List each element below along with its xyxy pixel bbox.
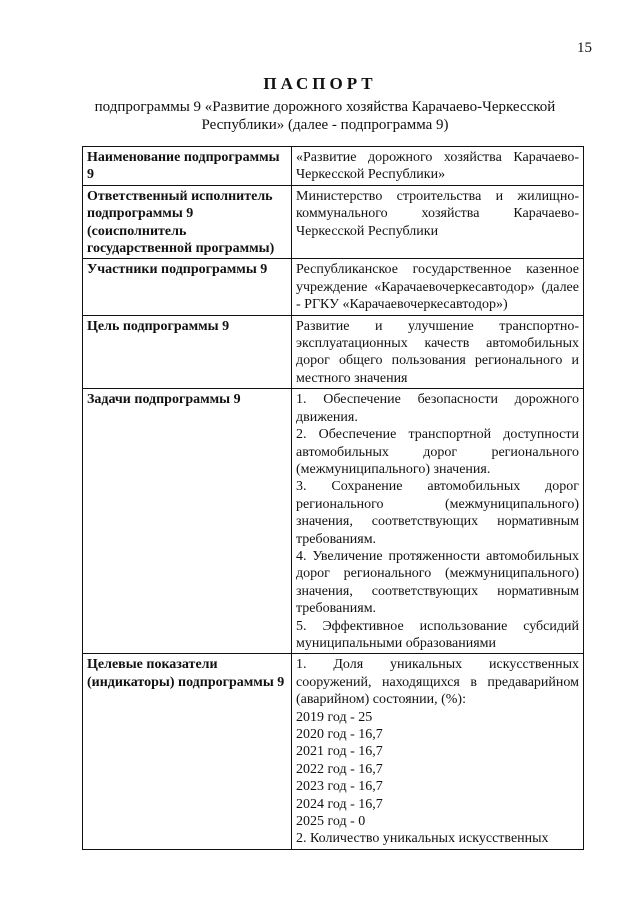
row-value <box>292 389 584 654</box>
table-row <box>83 315 584 389</box>
task-item: 5. Эффективное использование субсидий муниципальными образованиями <box>296 618 579 651</box>
indicator-item: 2. Количество уникальных искусственных <box>296 831 549 847</box>
row-value: Министерство строительства и жилищно-коммунального хозяйства Карачаево-Черкесской Республики <box>292 185 584 259</box>
page-number: 15 <box>577 40 592 56</box>
indicator-year-value: 2023 год - 16,7 <box>296 779 383 795</box>
task-item: 1. Обеспечение безопасности дорожного движения. <box>296 392 579 425</box>
document-subtitle: подпрограммы 9 «Развитие дорожного хозяйства Карачаево-Черкесской Республики» (далее - подпрограмма 9) <box>94 99 556 133</box>
indicator-year-value: 2022 год - 16,7 <box>296 761 383 777</box>
table-row <box>83 654 584 849</box>
table-row <box>83 185 584 259</box>
table-row <box>83 259 584 315</box>
task-item: 4. Увеличение протяженности автомобильных дорог регионального (межмуниципального) значения, соответствующих нормативным требованиям. <box>296 548 579 617</box>
table-row <box>83 147 584 186</box>
row-label: Участники подпрограммы 9 <box>83 259 292 315</box>
task-item: 3. Сохранение автомобильных дорог регионального (межмуниципального) значения, соответствующих нормативным требованиям. <box>296 479 579 547</box>
row-value <box>292 654 584 849</box>
indicator-year-value: 2019 год - 25 <box>296 709 373 725</box>
row-label: Ответственный исполнитель подпрограммы 9 (соисполнитель государственной программы) <box>83 185 292 259</box>
indicator-year-value: 2024 год - 16,7 <box>296 796 383 812</box>
row-label: Целевые показатели (индикаторы) подпрограммы 9 <box>83 654 292 849</box>
row-label: Цель подпрограммы 9 <box>83 315 292 389</box>
row-value: «Развитие дорожного хозяйства Карачаево-Черкесской Республики» <box>292 147 584 186</box>
passport-table <box>82 146 584 850</box>
row-label: Задачи подпрограммы 9 <box>83 389 292 654</box>
indicator-year-value: 2021 год - 16,7 <box>296 744 383 760</box>
task-item: 2. Обеспечение транспортной доступности автомобильных дорог регионального (межмуниципального) значения. <box>296 427 579 477</box>
table-row <box>83 389 584 654</box>
indicator-item: 1. Доля уникальных искусственных сооружений, находящихся в предаварийном (аварийном) состоянии, (%): <box>296 657 579 708</box>
indicator-year-value: 2025 год - 0 <box>296 814 366 830</box>
row-value: Республиканское государственное казенное учреждение «Карачаевочеркесавтодор» (далее - РГКУ «Карачаевочеркесавтодор») <box>292 259 584 315</box>
row-label: Наименование подпрограммы 9 <box>83 147 292 186</box>
row-value: Развитие и улучшение транспортно-эксплуатационных качеств автомобильных дорог общего пользования регионального и местного значения <box>292 315 584 389</box>
indicator-year-value: 2020 год - 16,7 <box>296 727 383 742</box>
document-title: ПАСПОРТ <box>263 74 377 93</box>
